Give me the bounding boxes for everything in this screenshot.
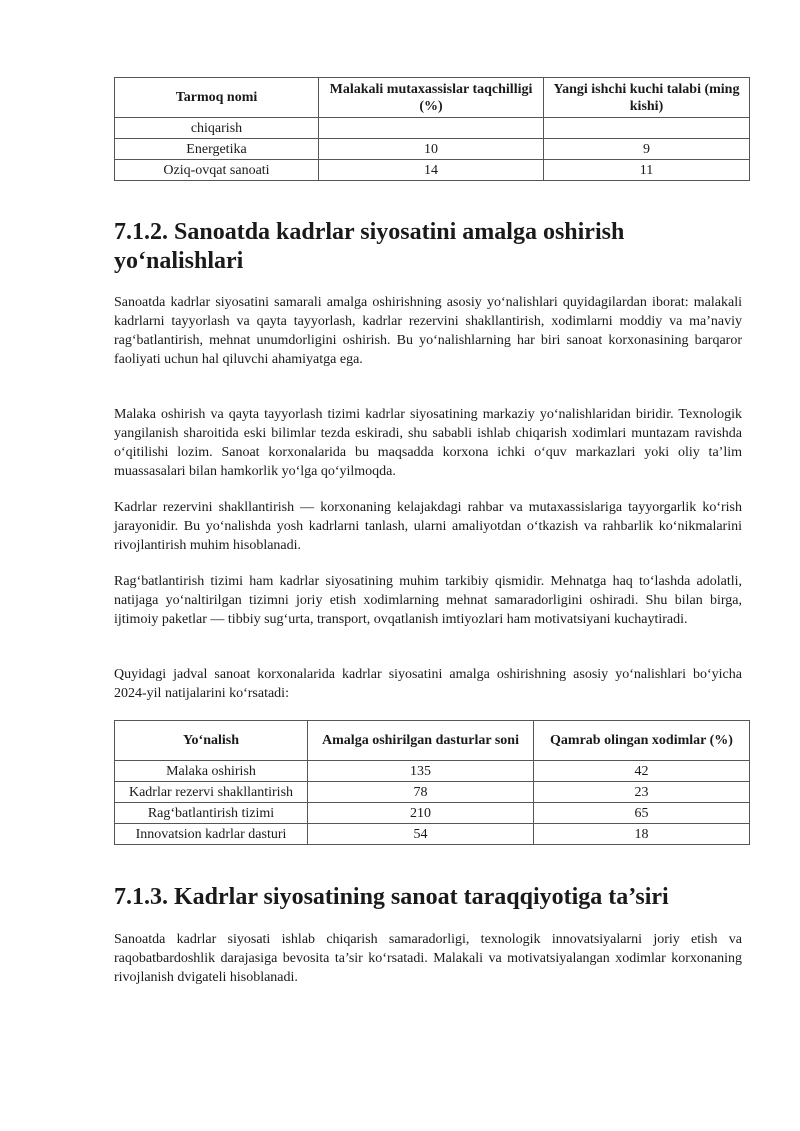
- table-row: [115, 118, 750, 139]
- table-cell: 11: [544, 160, 750, 181]
- paragraph: Sanoatda kadrlar siyosati ishlab chiqarish samaradorligi, texnologik innovatsiyalarni joriy etish va raqobatbardoshlik darajasiga bevosita ta’sir ko‘rsatadi. Malakali va motivatsiyalangan xodimlar korxonaning rivojlanish dvigateli hisoblanadi.: [114, 932, 742, 985]
- table-cell: 10: [319, 139, 544, 160]
- table-cell: Oziq-ovqat sanoati: [115, 160, 319, 181]
- table-cell: [319, 118, 544, 139]
- table-cell: 65: [534, 803, 750, 824]
- table-cell: 18: [534, 824, 750, 845]
- table-cell: 9: [544, 139, 750, 160]
- table-cell: Rag‘batlantirish tizimi: [115, 803, 308, 824]
- table-cell: 210: [308, 803, 534, 824]
- section-heading-7-1-3: 7.1.3. Kadrlar siyosatining sanoat taraqqiyotiga ta’siri: [114, 884, 669, 910]
- paragraph: Rag‘batlantirish tizimi ham kadrlar siyosatining muhim tarkibiy qismidir. Mehnatga haq to‘lashda adolatli, natijaga yo‘naltirilgan tizimni joriy etish xodimlarning mehnat samaradorligini oshiradi. Shu bilan birga, ijtimoiy paketlar — tibbiy sug‘urta, transport, ovqatlanish imtiyozlari ham motivatsiyani kuchaytiradi.: [114, 574, 742, 627]
- table-cell: chiqarish: [115, 118, 319, 139]
- table-cell: Innovatsion kadrlar dasturi: [115, 824, 308, 845]
- section-heading-7-1-2: 7.1.2. Sanoatda kadrlar siyosatini amalga oshirish yo‘nalishlari: [114, 219, 625, 274]
- header-cell: Malakali mutaxassislar taqchilligi (%): [319, 78, 544, 118]
- table-cell: 135: [308, 761, 534, 782]
- table-cell: 42: [534, 761, 750, 782]
- paragraph: Quyidagi jadval sanoat korxonalarida kadrlar siyosatini amalga oshirishning asosiy yo‘nalishlari bo‘yicha 2024-yil natijalarini ko‘rsatadi:: [114, 667, 742, 701]
- header-cell: Qamrab olingan xodimlar (%): [534, 721, 750, 761]
- table-row: [115, 782, 750, 803]
- policy-results-table: [114, 720, 750, 845]
- table-row: [115, 761, 750, 782]
- paragraph: Malaka oshirish va qayta tayyorlash tizimi kadrlar siyosatining markaziy yo‘nalishlaridan biridir. Texnologik yangilanish sharoitida eski bilimlar tezda eskiradi, shu sababli ishlab chiqarish xodimlari muntazam ravishda o‘qitilishi lozim. Sanoat korxonalarida bu maqsadda korxona ichki o‘quv markazlari yoki oliy ta’lim muassasalari bilan hamkorlik yo‘lga qo‘yilmoqda.: [114, 407, 742, 479]
- header-cell: Amalga oshirilgan dasturlar soni: [308, 721, 534, 761]
- table-cell: 78: [308, 782, 534, 803]
- header-cell: Tarmoq nomi: [115, 78, 319, 118]
- table-cell: Malaka oshirish: [115, 761, 308, 782]
- header-cell: Yo‘nalish: [115, 721, 308, 761]
- sector-shortage-table: [114, 77, 750, 181]
- table-row: [115, 160, 750, 181]
- paragraph: Sanoatda kadrlar siyosatini samarali amalga oshirishning asosiy yo‘nalishlari quyidagilardan iborat: malakali kadrlarni tayyorlash va qayta tayyorlash, kadrlar rezervini shakllantirish, xodimlarni moddiy va ma’naviy rag‘batlantirish, mehnat unumdorligini oshirish. Bu yo‘nalishlarning har biri sanoat korxonasining barqaror faoliyati uchun hal qiluvchi ahamiyatga ega.: [114, 295, 742, 367]
- header-cell: Yangi ishchi kuchi talabi (ming kishi): [544, 78, 750, 118]
- table-cell: 54: [308, 824, 534, 845]
- table-cell: [544, 118, 750, 139]
- table-cell: 23: [534, 782, 750, 803]
- table-cell: 14: [319, 160, 544, 181]
- table-row: [115, 139, 750, 160]
- table-cell: Energetika: [115, 139, 319, 160]
- table-row: [115, 803, 750, 824]
- table-row: [115, 824, 750, 845]
- table-header-row: [115, 721, 750, 761]
- table-cell: Kadrlar rezervi shakllantirish: [115, 782, 308, 803]
- table-header-row: [115, 78, 750, 118]
- paragraph: Kadrlar rezervini shakllantirish — korxonaning kelajakdagi rahbar va mutaxassislariga tayyorgarlik ko‘rish jarayonidir. Bu yo‘nalishda yosh kadrlarni tanlash, ularni amaliyotdan o‘tkazish va rahbarlik ko‘nikmalarini rivojlantirish muhim hisoblanadi.: [114, 500, 742, 553]
